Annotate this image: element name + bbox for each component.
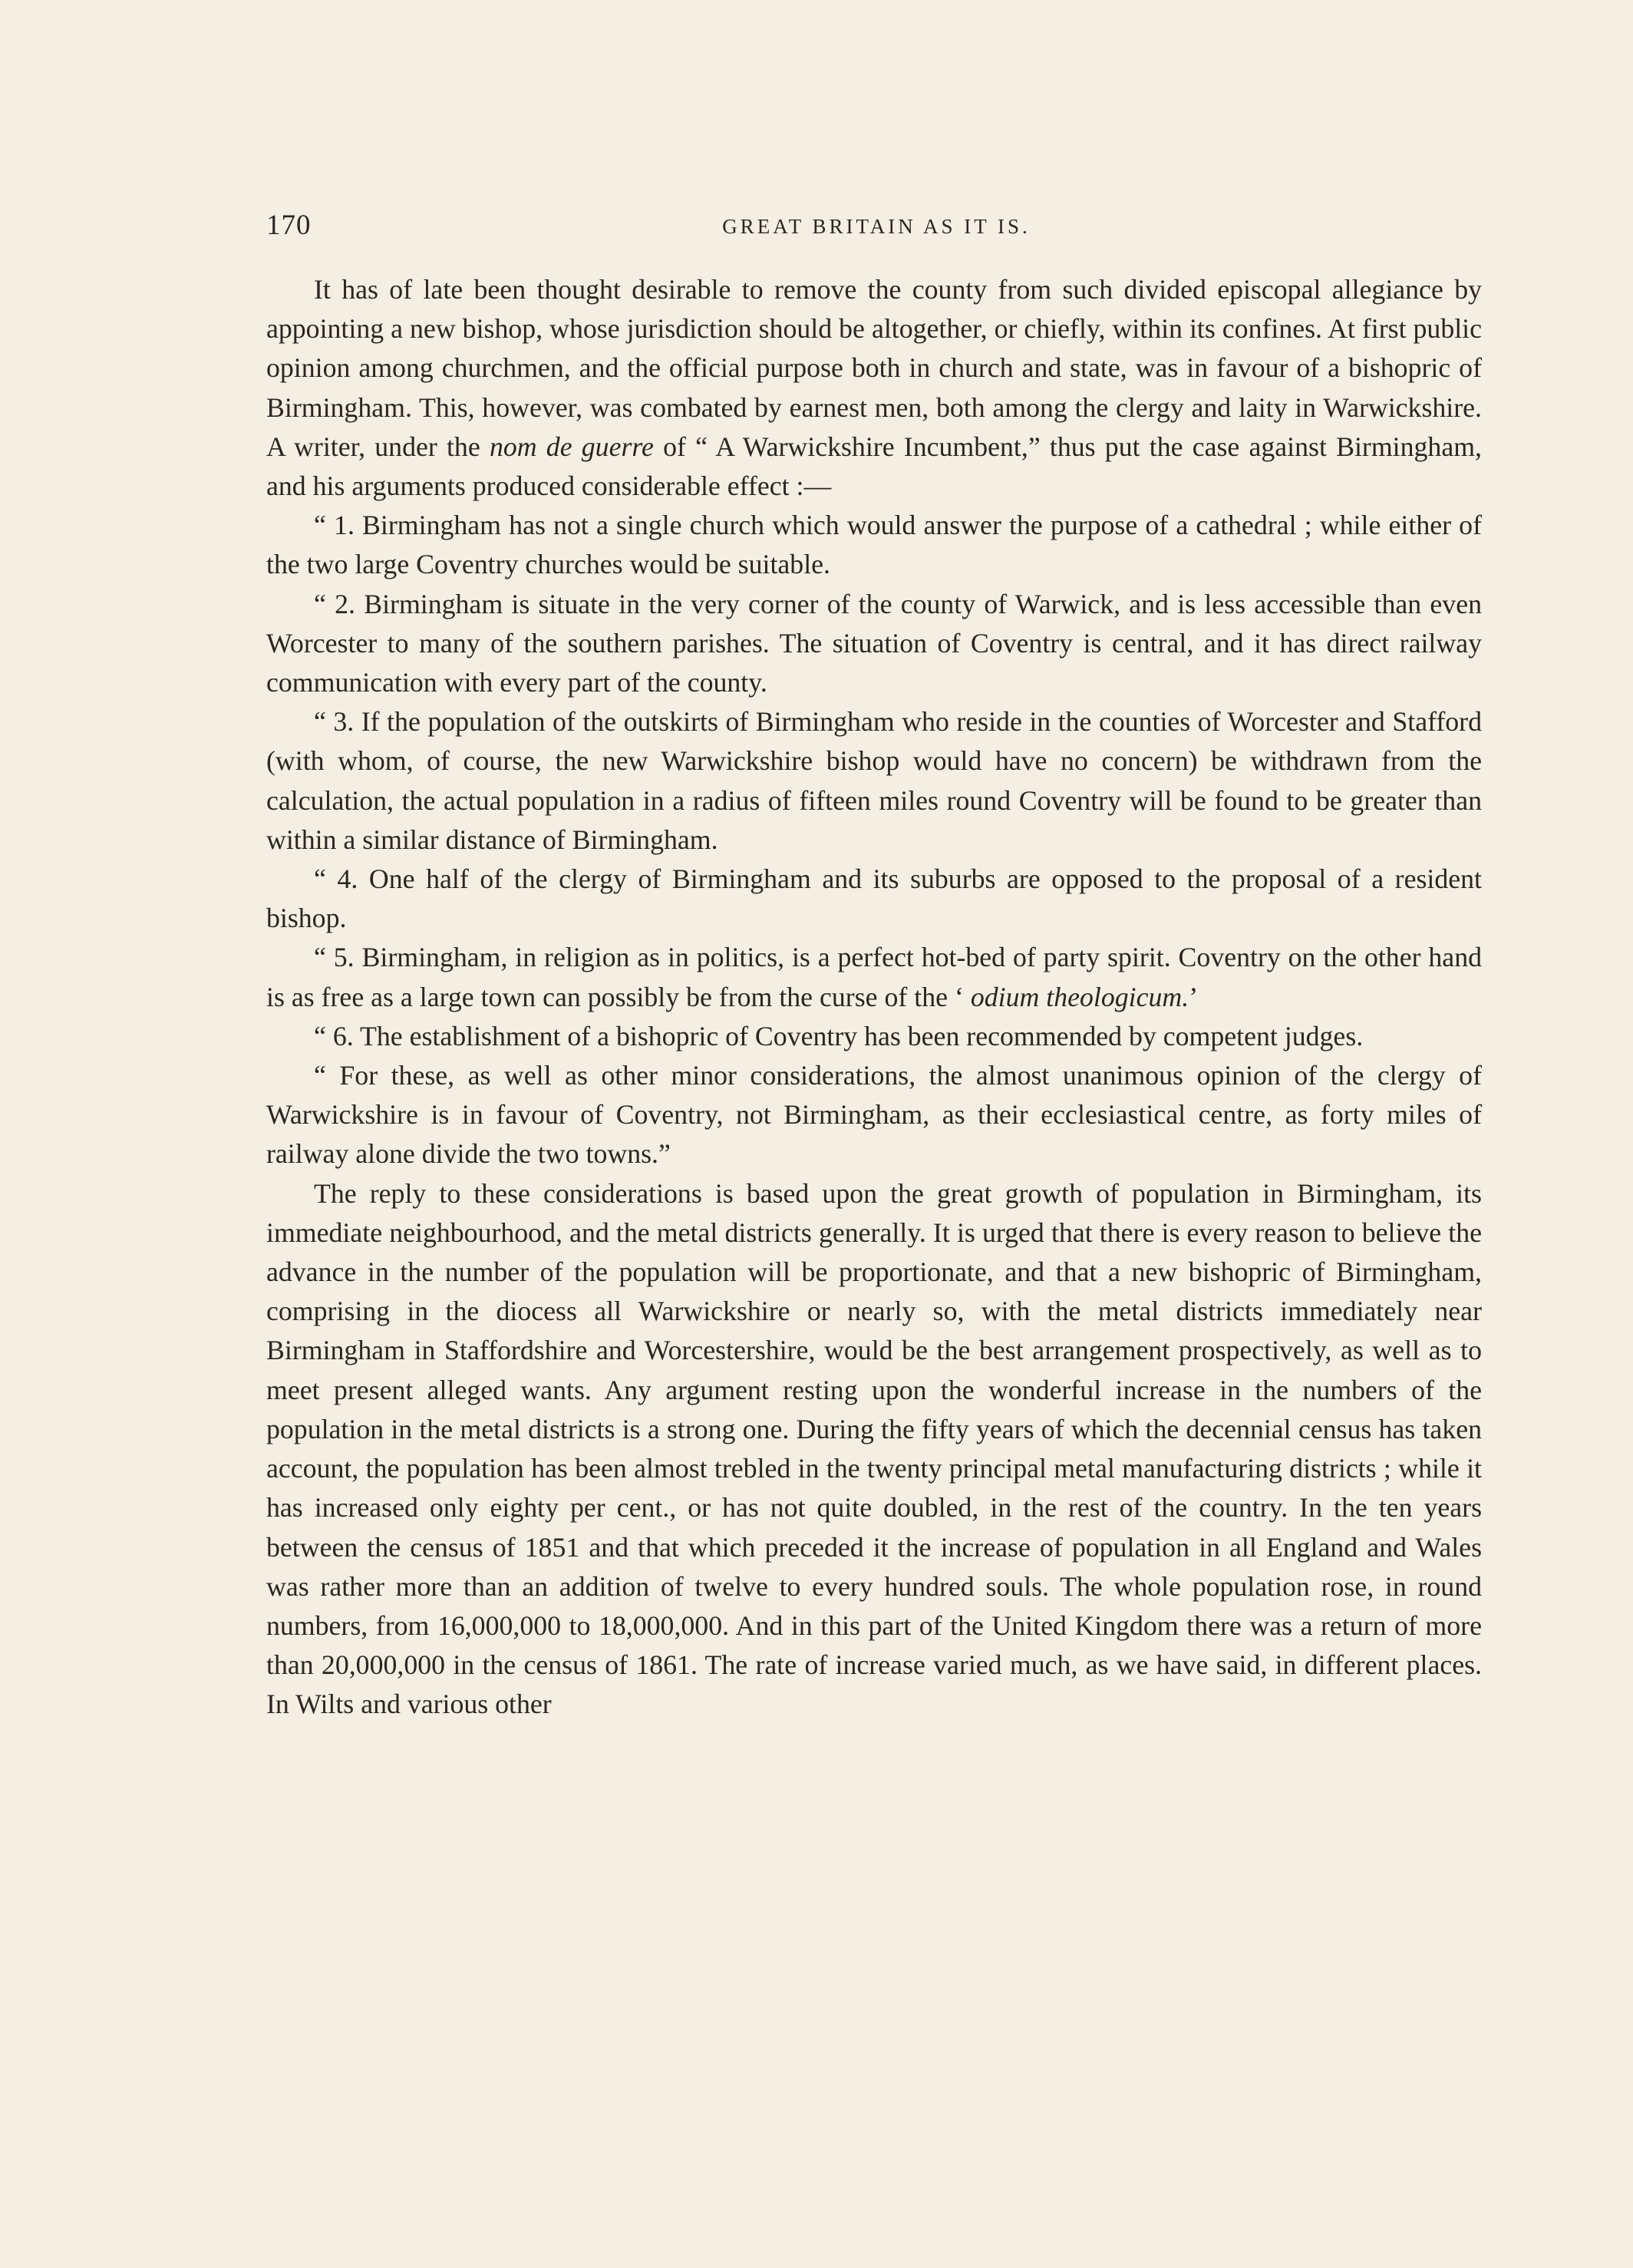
- italic-phrase: odium theologicum.: [970, 981, 1189, 1012]
- paragraph-reply: The reply to these considerations is based upon the great growth of population in Birmingham, its immediate neighbourhood, and the metal districts generally. It is urged that there is every reason to believe the advance in the number of the population will be proportionate, and that a new bishopric of Birmingham, comprising in the diocess all Warwickshire or nearly so, with the metal districts immediately near Birmingham in Staffordshire and Worcestershire, would be the best arrangement prospectively, as well as to meet present alleged wants. Any argument resting upon the wonderful increase in the numbers of the population in the metal districts is a strong one. During the fifty years of which the decennial census has taken account, the population has been almost trebled in the twenty principal metal manufacturing districts ; while it has increased only eighty per cent., or has not quite doubled, in the rest of the country. In the ten years between the census of 1851 and that which preceded it the increase of population in all England and Wales was rather more than an addition of twelve to every hundred souls. The whole population rose, in round numbers, from 16,000,000 to 18,000,000. And in this part of the United Kingdom there was a return of more than 20,000,000 in the census of 1861. The rate of increase varied much, as we have said, in different places. In Wilts and various other: [266, 1177, 1482, 1720]
- page-header: [266, 209, 1486, 247]
- paragraph-point-2: “ 2. Birmingham is situate in the very corner of the county of Warwick, and is less accessible than even Worcester to many of the southern parishes. The situation of Coventry is central, and it has direct railway communication with every part of the county.: [266, 588, 1482, 698]
- paragraph-point-4: “ 4. One half of the clergy of Birmingham and its suburbs are opposed to the proposal of a resident bishop.: [266, 863, 1482, 934]
- page-number: 170: [266, 210, 312, 241]
- body-text: [266, 270, 1482, 1725]
- running-title: GREAT BRITAIN AS IT IS.: [722, 215, 1031, 238]
- paragraph-point-3: “ 3. If the population of the outskirts of Birmingham who reside in the counties of Worcester and Stafford (with whom, of course, the new Warwickshire bishop would have no concern) be withdrawn from the calculation, the actual population in a radius of fifteen miles round Coventry will be found to be greater than within a similar distance of Birmingham.: [266, 706, 1482, 855]
- paragraph-point-5: “ 5. Birmingham, in religion as in politics, is a perfect hot-bed of party spirit. Coventry on the other hand is as free as a large town can possibly be from the curse of the ‘ odium theologicum.’: [266, 942, 1482, 1012]
- paragraph-point-1: “ 1. Birmingham has not a single church which would answer the purpose of a cathedral ; while either of the two large Coventry churches would be suitable.: [266, 510, 1482, 580]
- paragraph-conclusion-quote: “ For these, as well as other minor considerations, the almost unanimous opinion of the clergy of Warwickshire is in favour of Coventry, not Birmingham, as their ecclesiastical centre, as forty miles of railway alone divide the two towns.”: [266, 1060, 1482, 1170]
- paragraph-point-6: “ 6. The establishment of a bishopric of Coventry has been recommended by competent judges.: [314, 1020, 1364, 1051]
- paragraph-intro: It has of late been thought desirable to remove the county from such divided episcopal allegiance by appointing a new bishop, whose jurisdiction should be altogether, or chiefly, within its confines. At first public opinion among churchmen, and the official purpose both in church and state, was in favour of a bishopric of Birmingham. This, however, was combated by earnest men, both among the clergy and laity in Warwickshire. A writer, under the nom de guerre of “ A Warwickshire Incumbent,” thus put the case against Birmingham, and his arguments produced considerable effect :—: [266, 274, 1483, 502]
- italic-phrase: nom de guerre: [489, 431, 654, 462]
